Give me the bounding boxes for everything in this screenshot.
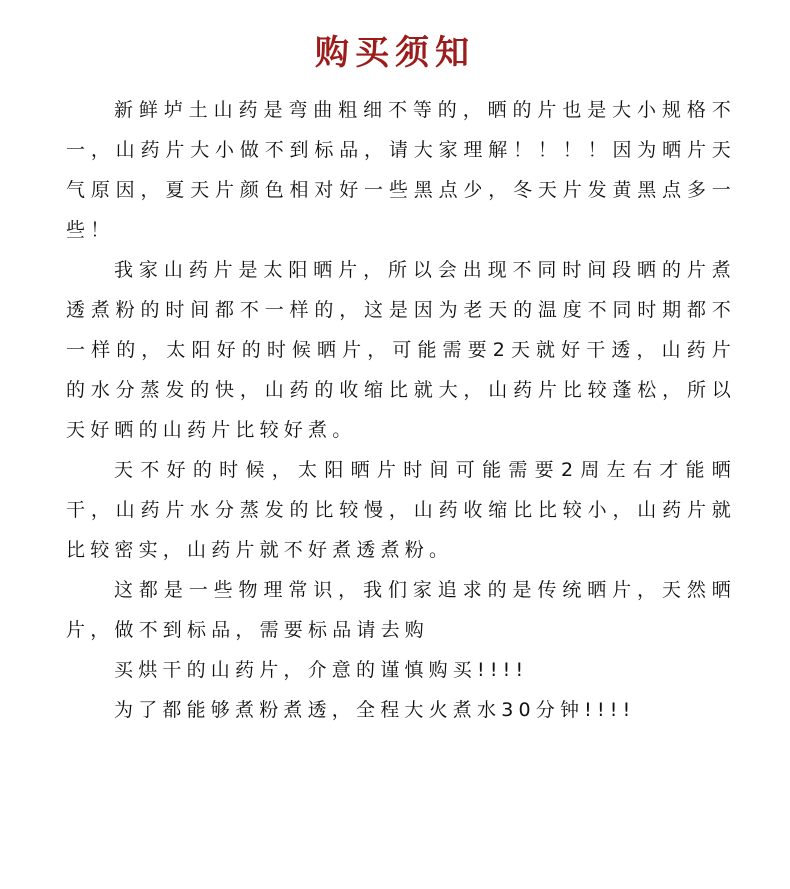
notice-paragraph-5: 买烘干的山药片，介意的谨慎购买!!!! [114, 659, 529, 681]
notice-paragraph-6: 为了都能够煮粉煮透，全程大火煮水30分钟!!!! [114, 699, 636, 721]
notice-body [66, 90, 736, 730]
notice-paragraph-4: 这都是一些物理常识，我们家追求的是传统晒片，天然晒片，做不到标品，需要标品请去购 [66, 579, 736, 641]
notice-paragraph-1: 新鲜垆土山药是弯曲粗细不等的，晒的片也是大小规格不一，山药片大小做不到标品，请大家理解！！！！因为晒片天气原因，夏天片颜色相对好一些黑点少，冬天片发黄黑点多一些！ [66, 99, 736, 241]
notice-paragraph-2: 我家山药片是太阳晒片，所以会出现不同时间段晒的片煮透煮粉的时间都不一样的，这是因为老天的温度不同时期都不一样的，太阳好的时候晒片，可能需要2天就好干透，山药片的水分蒸发的快，山药的收缩比就大，山药片比较蓬松，所以天好晒的山药片比较好煮。 [66, 259, 736, 441]
notice-paragraph-3: 天不好的时候，太阳晒片时间可能需要2周左右才能晒干，山药片水分蒸发的比较慢，山药收缩比比较小，山药片就比较密实，山药片就不好煮透煮粉。 [66, 459, 736, 561]
page-title: 购买须知 [315, 33, 475, 73]
